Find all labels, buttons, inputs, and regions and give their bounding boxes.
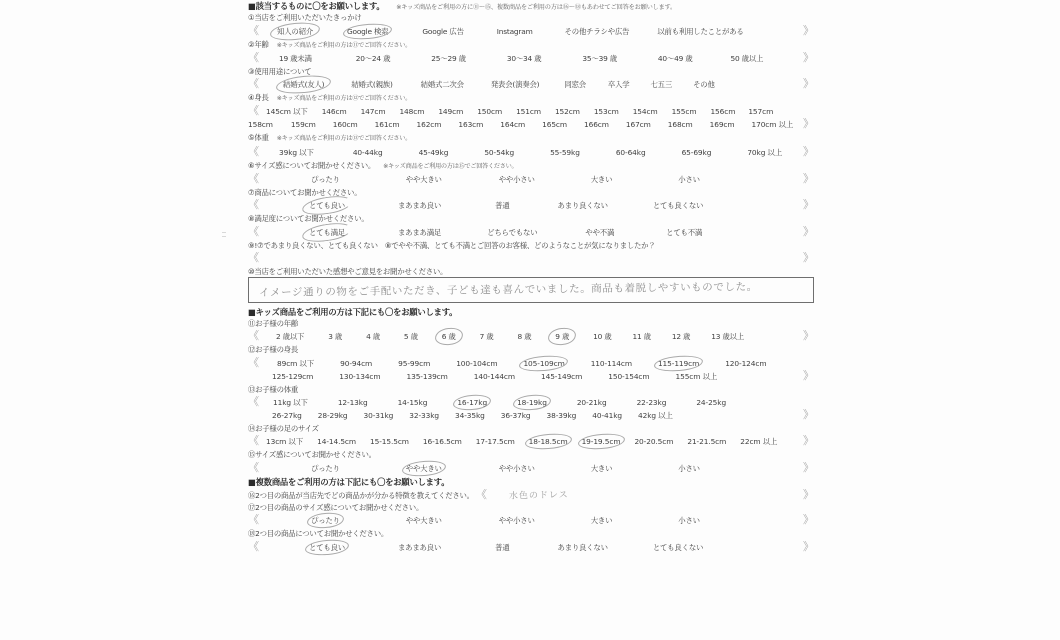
question-label-q11: [248, 320, 814, 327]
option-q2-4[interactable]: 35～39 歳: [582, 53, 617, 63]
option-q6-2[interactable]: やや小さい: [498, 174, 535, 184]
bracket-left-icon: 《: [248, 460, 259, 474]
bracket-left-icon: 《: [248, 251, 259, 265]
bracket-left-icon: 《: [248, 513, 259, 527]
option-row-q12-line1: [248, 357, 814, 368]
option-row-q18: [248, 541, 814, 552]
option-q13-6[interactable]: 22-23kg: [636, 397, 667, 407]
question-label-q14: [248, 425, 814, 432]
question-label-q2: [248, 41, 814, 49]
bracket-right-icon: 》: [803, 224, 814, 238]
option-q8-3[interactable]: やや不満: [585, 227, 615, 237]
option-q5-0[interactable]: 39kg 以下: [279, 147, 314, 157]
option-q4-6[interactable]: 151cm: [516, 107, 541, 117]
option-q3-1[interactable]: 結婚式(親族): [351, 80, 393, 90]
option-q14-0[interactable]: 13cm 以下: [266, 437, 304, 447]
option-q14-5[interactable]: 18-18.5cm: [528, 437, 568, 447]
answer-row-q9[interactable]: [248, 252, 814, 263]
section-heading-kids: [248, 308, 814, 316]
option-q7-1[interactable]: まあまあ良い: [397, 201, 442, 211]
option-q13-11[interactable]: 32-33kg: [409, 410, 439, 420]
option-q4-3[interactable]: 148cm: [399, 107, 425, 117]
bracket-right-icon: 》: [803, 171, 814, 185]
option-q11-6[interactable]: 8 歳: [517, 332, 532, 342]
option-row-q11: [248, 330, 814, 341]
option-q11-7[interactable]: 9 歳: [555, 332, 570, 342]
option-q4-10[interactable]: 155cm: [671, 107, 697, 117]
option-q15-1[interactable]: やや大きい: [405, 463, 442, 473]
option-q15-3[interactable]: 大きい: [590, 463, 613, 473]
option-q18-3[interactable]: あまり良くない: [557, 542, 608, 552]
option-q1-4[interactable]: その他チラシや広告: [564, 26, 630, 36]
option-q4-20[interactable]: 165cm: [542, 120, 567, 130]
section-heading-main-note: ※キッズ商品をご利用の方に⑪～⑮、複数商品をご利用の方は⑯～⑱もあわせてご回答をお願いします。: [396, 4, 677, 11]
option-q6-4[interactable]: 小さい: [678, 174, 700, 184]
q6-note: ※キッズ商品をご利用の方は⑮でご回答ください。: [383, 162, 518, 170]
bracket-right-icon: 》: [803, 50, 814, 64]
question-label-q3: [248, 68, 814, 75]
option-q4-1[interactable]: 146cm: [321, 107, 347, 117]
option-q13-10[interactable]: 30-31kg: [363, 410, 394, 420]
option-q11-0[interactable]: 2 歳以下: [276, 332, 305, 342]
option-q11-4[interactable]: 6 歳: [441, 332, 456, 342]
bracket-left-icon: 《: [248, 198, 259, 212]
option-q1-1[interactable]: Google 検索: [346, 26, 389, 36]
option-q11-2[interactable]: 4 歳: [366, 332, 380, 342]
answer-q10[interactable]: イメージ通りの物をご手配いただき、子ども達も喜んでいました。商品も着脱しやすいものでした。: [258, 281, 758, 300]
q6-label: ⑥サイズ感についてお聞かせください。: [248, 160, 376, 170]
option-row-q7: [248, 199, 814, 210]
option-q12-3[interactable]: 100-104cm: [456, 358, 498, 368]
option-q7-0[interactable]: とても良い: [309, 201, 345, 211]
question-label-q7: [248, 189, 814, 196]
option-row-q4-line1: [248, 105, 814, 116]
option-q4-22[interactable]: 167cm: [625, 120, 651, 130]
question-label-q8: [248, 215, 814, 222]
bracket-right-icon: 》: [803, 198, 814, 212]
bracket-right-icon: 》: [803, 144, 814, 158]
answer-q16[interactable]: 水色のドレス: [508, 490, 569, 502]
option-q4-24[interactable]: 169cm: [709, 120, 735, 130]
option-q4-13[interactable]: 158cm: [248, 120, 273, 130]
question-label-q5: [248, 134, 814, 142]
q8-label: ⑧満足度についてお聞かせください。: [248, 214, 369, 224]
option-q4-2[interactable]: 147cm: [360, 107, 386, 117]
option-q4-5[interactable]: 150cm: [477, 107, 503, 117]
option-q12-4[interactable]: 105-109cm: [523, 358, 565, 368]
option-q11-5[interactable]: 7 歳: [479, 332, 494, 342]
option-q17-4[interactable]: 小さい: [678, 516, 700, 526]
section-heading-multi: [248, 478, 814, 486]
question-label-q4: [248, 94, 814, 102]
question-label-q12: [248, 346, 814, 353]
bracket-left-icon: 《: [248, 434, 259, 448]
option-q13-0[interactable]: 11kg 以下: [273, 397, 308, 407]
option-q12-2[interactable]: 95-99cm: [398, 358, 431, 368]
option-q5-1[interactable]: 40-44kg: [352, 147, 383, 157]
option-q8-0[interactable]: とても満足: [309, 227, 345, 237]
option-q5-3[interactable]: 50-54kg: [484, 147, 515, 157]
bracket-left-icon: 《: [248, 539, 259, 553]
option-q2-6[interactable]: 50 歳以上: [730, 53, 764, 63]
q15-label: ⑮サイズ感についてお聞かせください。: [248, 450, 376, 460]
option-q12-5[interactable]: 110-114cm: [590, 358, 632, 368]
option-q3-0[interactable]: 結婚式(友人): [283, 80, 325, 90]
option-row-q15: [248, 462, 814, 473]
option-q14-9[interactable]: 22cm 以上: [740, 437, 778, 447]
option-q11-9[interactable]: 11 歳: [632, 332, 651, 342]
option-q11-3[interactable]: 5 歳: [403, 332, 418, 342]
option-row-q13-line2: [248, 409, 814, 420]
option-q13-2[interactable]: 14-15kg: [397, 397, 428, 407]
bracket-right-icon: 》: [803, 77, 814, 91]
option-row-q12-line2: [248, 370, 814, 381]
option-q1-2[interactable]: Google 広告: [422, 26, 464, 36]
option-q2-2[interactable]: 25～29 歳: [431, 53, 466, 63]
option-q4-9[interactable]: 154cm: [632, 107, 658, 117]
option-q3-3[interactable]: 発表会(演奏会): [490, 80, 540, 90]
option-q12-8[interactable]: 125-129cm: [272, 371, 314, 381]
option-q3-5[interactable]: 卒入学: [607, 80, 630, 90]
q13-label: ⑬お子様の体重: [248, 384, 298, 394]
option-q4-19[interactable]: 164cm: [500, 120, 526, 130]
survey-form-body: [248, 2, 814, 552]
section-heading-main-text: ■該当するものに〇をお願いします。: [248, 1, 385, 11]
bracket-left-icon: 《: [248, 144, 259, 158]
bracket-left-icon: 《: [248, 329, 259, 343]
option-row-q3: [248, 78, 814, 89]
option-q6-3[interactable]: 大きい: [590, 174, 613, 184]
option-q13-14[interactable]: 38-39kg: [546, 410, 577, 420]
option-q8-1[interactable]: まあまあ満足: [397, 227, 442, 237]
option-q11-10[interactable]: 12 歳: [671, 332, 691, 342]
option-row-q4-line2: [248, 118, 814, 129]
option-q12-14[interactable]: 155cm 以上: [675, 371, 718, 381]
option-q5-7[interactable]: 70kg 以上: [747, 147, 783, 157]
option-q4-17[interactable]: 162cm: [416, 120, 442, 130]
bracket-left-icon: 《: [248, 77, 259, 91]
question-label-q17: [248, 504, 814, 511]
section-heading-kids-text: ■キッズ商品をご利用の方は下記にも〇をお願いします。: [248, 307, 458, 318]
option-q5-5[interactable]: 60-64kg: [615, 147, 646, 157]
option-q13-12[interactable]: 34-35kg: [455, 410, 485, 420]
q3-label: ③使用用途について: [248, 66, 312, 76]
option-q13-9[interactable]: 28-29kg: [317, 410, 348, 420]
option-q13-1[interactable]: 12-13kg: [337, 397, 368, 407]
option-q12-9[interactable]: 130-134cm: [339, 371, 381, 381]
q1-label: ①当店をご利用いただいたきっかけ: [248, 13, 362, 23]
section-heading-multi-text: ■複数商品をご利用の方は下記にも〇をお願いします。: [248, 476, 450, 487]
option-q13-13[interactable]: 36-37kg: [500, 410, 531, 420]
question-row-q16: [248, 489, 814, 501]
bracket-left-icon: 《: [475, 488, 487, 502]
option-q14-3[interactable]: 16-16.5cm: [422, 437, 462, 447]
option-q14-4[interactable]: 17-17.5cm: [475, 437, 515, 447]
option-q14-1[interactable]: 14-14.5cm: [317, 437, 356, 447]
option-q13-4[interactable]: 18-19kg: [517, 397, 547, 407]
option-row-q2: [248, 52, 814, 63]
bracket-right-icon: 》: [803, 329, 814, 343]
option-q3-6[interactable]: 七五三: [650, 80, 673, 90]
option-q12-10[interactable]: 135-139cm: [406, 371, 448, 381]
option-q3-2[interactable]: 結婚式二次会: [420, 80, 464, 90]
option-q14-8[interactable]: 21-21.5cm: [687, 437, 727, 447]
bracket-left-icon: 《: [248, 394, 259, 408]
option-q2-3[interactable]: 30～34 歳: [506, 53, 542, 63]
option-q12-13[interactable]: 150-154cm: [608, 371, 650, 381]
option-q11-1[interactable]: 3 歳: [328, 332, 343, 342]
q10-label: ⑩当店をご利用いただいた感想やご意見をお聞かせください。: [248, 267, 448, 277]
option-q1-5[interactable]: 以前も利用したことがある: [657, 26, 744, 36]
bracket-right-icon: 》: [803, 434, 814, 448]
option-q4-14[interactable]: 159cm: [290, 120, 316, 130]
option-q12-12[interactable]: 145-149cm: [541, 371, 583, 381]
option-q4-8[interactable]: 153cm: [593, 107, 619, 117]
bracket-right-icon: 》: [803, 368, 814, 382]
option-q12-0[interactable]: 89cm 以下: [277, 358, 315, 368]
bracket-left-icon: 《: [248, 224, 259, 238]
option-q4-23[interactable]: 168cm: [667, 120, 693, 130]
option-q17-1[interactable]: やや大きい: [405, 516, 442, 526]
bracket-left-icon: 《: [248, 171, 259, 185]
question-label-q13: [248, 386, 814, 393]
option-q3-4[interactable]: 同窓会: [564, 80, 586, 90]
option-q4-11[interactable]: 156cm: [710, 107, 736, 117]
option-q1-0[interactable]: 知人の紹介: [277, 26, 313, 36]
q16-label: ⑯2つ目の商品が当店先でどの商品かが分かる特徴を教えてください。: [248, 491, 474, 501]
option-q2-0[interactable]: 19 歳未満: [279, 53, 312, 63]
option-q2-1[interactable]: 20～24 歳: [355, 53, 391, 63]
q11-label: ⑪お子様の年齢: [248, 318, 298, 328]
bracket-right-icon: 》: [803, 251, 814, 265]
scan-speckle: [222, 236, 226, 237]
option-q5-4[interactable]: 55-59kg: [550, 147, 580, 157]
q5-note: ※キッズ商品をご利用の方は⑬でご回答ください。: [276, 135, 412, 143]
scan-speckle: [222, 232, 226, 233]
option-q13-16[interactable]: 42kg 以上: [638, 410, 673, 420]
option-q6-0[interactable]: ぴったり: [311, 174, 340, 184]
option-q4-12[interactable]: 157cm: [748, 107, 774, 117]
bracket-right-icon: 》: [803, 539, 814, 553]
option-q6-1[interactable]: やや大きい: [405, 174, 442, 184]
option-q18-0[interactable]: とても良い: [309, 542, 345, 552]
option-q3-7[interactable]: その他: [693, 80, 715, 90]
q14-label: ⑭お子様の足のサイズ: [248, 423, 319, 433]
bracket-right-icon: 》: [803, 460, 814, 474]
q12-label: ⑫お子様の身長: [248, 345, 298, 355]
option-q18-1[interactable]: まあまあ良い: [397, 542, 442, 552]
bracket-right-icon: 》: [803, 488, 814, 502]
option-q17-0[interactable]: ぴったり: [311, 516, 340, 526]
option-q18-2[interactable]: 普通: [495, 542, 510, 552]
option-q12-1[interactable]: 90-94cm: [340, 358, 373, 368]
option-row-q1: [248, 25, 814, 36]
option-q5-6[interactable]: 65-69kg: [681, 147, 712, 157]
option-q14-7[interactable]: 20-20.5cm: [634, 437, 674, 447]
q17-label: ⑰2つ目の商品のサイズ感についてお聞かせください。: [248, 503, 424, 513]
option-q13-7[interactable]: 24-25kg: [696, 397, 727, 407]
option-q4-4[interactable]: 149cm: [438, 107, 464, 117]
section-heading-main: [248, 2, 814, 11]
option-q8-2[interactable]: どちらでもない: [487, 227, 538, 237]
option-q15-0[interactable]: ぴったり: [311, 463, 340, 473]
option-q13-3[interactable]: 16-17kg: [457, 397, 488, 407]
q5-label: ⑤体重: [248, 133, 269, 143]
question-label-q10: [248, 268, 814, 275]
q2-note: ※キッズ商品をご利用の方は⑪でご回答ください。: [276, 41, 412, 49]
q4-label: ④身長: [248, 93, 269, 103]
bracket-left-icon: 《: [248, 50, 259, 64]
option-row-q13-line1: [248, 396, 814, 407]
question-label-q6: [248, 162, 814, 170]
bracket-right-icon: 》: [803, 513, 814, 527]
option-row-q17: [248, 514, 814, 525]
option-q11-8[interactable]: 10 歳: [593, 332, 612, 342]
bracket-left-icon: 《: [248, 23, 259, 37]
question-label-q18: [248, 530, 814, 537]
option-q11-11[interactable]: 13 歳以上: [711, 332, 744, 342]
option-q14-6[interactable]: 19-19.5cm: [581, 437, 621, 447]
option-row-q5: [248, 146, 814, 157]
question-label-q9: [248, 242, 814, 249]
option-q15-2[interactable]: やや小さい: [498, 463, 535, 473]
option-q17-3[interactable]: 大きい: [590, 516, 613, 526]
option-q17-2[interactable]: やや小さい: [498, 516, 535, 526]
option-q4-18[interactable]: 163cm: [458, 120, 484, 130]
option-q7-3[interactable]: あまり良くない: [557, 201, 608, 211]
option-q14-2[interactable]: 15-15.5cm: [370, 437, 409, 447]
q4-note: ※キッズ商品をご利用の方は⑫でご回答ください。: [276, 95, 412, 103]
option-q13-8[interactable]: 26-27kg: [272, 410, 302, 420]
comment-box-q10[interactable]: [248, 277, 814, 303]
option-q7-2[interactable]: 普通: [495, 201, 510, 211]
bracket-right-icon: 》: [803, 407, 814, 421]
option-q18-4[interactable]: とても良くない: [652, 542, 704, 552]
option-q7-4[interactable]: とても良くない: [652, 201, 704, 211]
option-q12-11[interactable]: 140-144cm: [473, 371, 515, 381]
option-q12-7[interactable]: 120-124cm: [725, 358, 767, 368]
question-label-q15: [248, 451, 814, 458]
option-q2-5[interactable]: 40～49 歳: [657, 53, 693, 63]
option-row-q8: [248, 226, 814, 237]
option-q4-0[interactable]: 145cm 以下: [266, 107, 308, 117]
bracket-left-icon: 《: [248, 104, 259, 118]
option-row-q14: [248, 435, 814, 446]
option-q4-16[interactable]: 161cm: [374, 120, 400, 130]
option-q4-25[interactable]: 170cm 以上: [751, 120, 794, 130]
option-q4-7[interactable]: 152cm: [554, 107, 580, 117]
q7-label: ⑦商品についてお聞かせください。: [248, 187, 362, 197]
q18-label: ⑱2つ目の商品についてお聞かせください。: [248, 529, 388, 539]
q9-label: ⑨!⑦であまり良くない、とても良くない ⑧でやや不満、とても不満とご回答のお客様、どのようなことが気になりましたか？: [248, 240, 656, 250]
bracket-left-icon: 《: [248, 355, 259, 369]
option-q1-3[interactable]: Instagram: [496, 26, 533, 36]
option-q8-4[interactable]: とても不満: [666, 227, 703, 237]
option-q13-5[interactable]: 20-21kg: [576, 397, 607, 407]
option-q13-15[interactable]: 40-41kg: [592, 410, 622, 420]
bracket-right-icon: 》: [803, 23, 814, 37]
option-q12-6[interactable]: 115-119cm: [657, 358, 700, 368]
option-q15-4[interactable]: 小さい: [678, 463, 700, 473]
option-row-q6: [248, 173, 814, 184]
option-q5-2[interactable]: 45-49kg: [418, 147, 449, 157]
option-q4-21[interactable]: 166cm: [584, 120, 609, 130]
q2-label: ②年齢: [248, 39, 269, 49]
question-label-q1: [248, 14, 814, 21]
option-q4-15[interactable]: 160cm: [332, 120, 358, 130]
bracket-right-icon: 》: [803, 117, 814, 131]
